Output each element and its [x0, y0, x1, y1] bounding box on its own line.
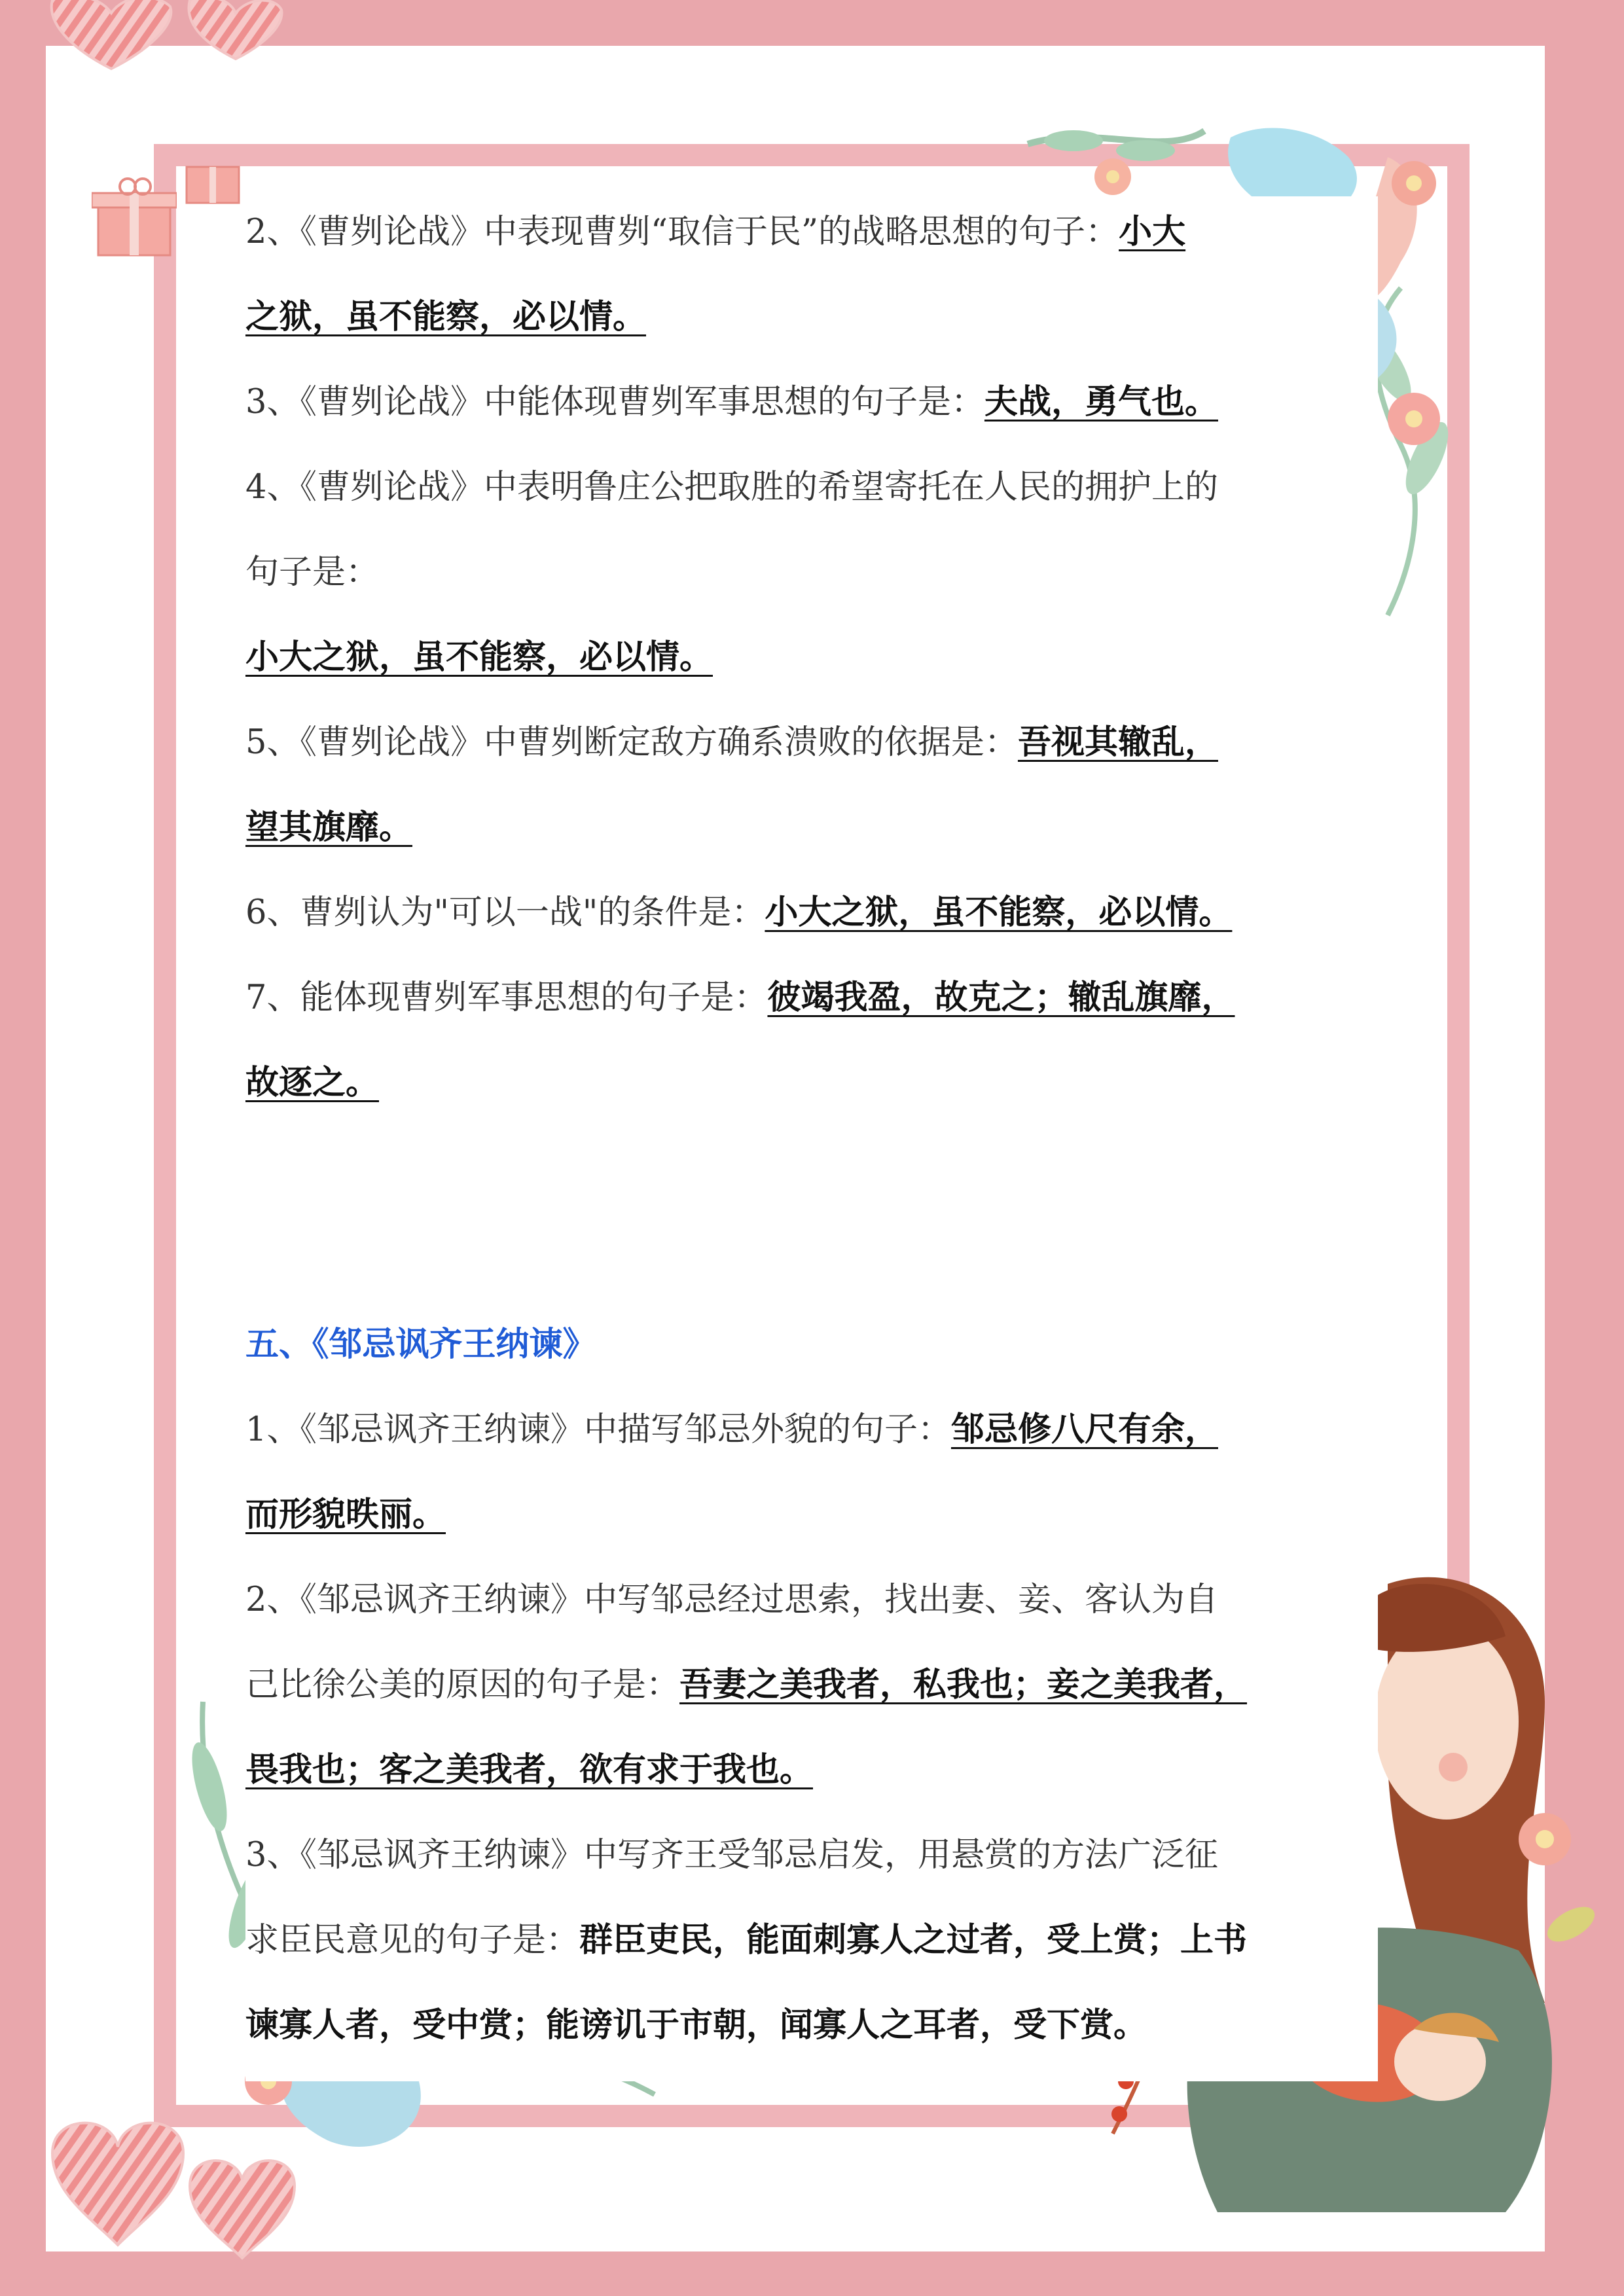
question-text: 4、《曹刿论战》中表明鲁庄公把取胜的希望寄托在人民的拥护上的 — [245, 468, 1218, 507]
answer-text: 邹忌修八尺有余， — [950, 1410, 1218, 1449]
question-text: 3、《曹刿论战》中能体现曹刿军事思想的句子是： — [245, 383, 984, 422]
answer-text: 夫战，勇气也。 — [984, 383, 1218, 422]
caogui-item-6 — [245, 890, 1378, 936]
zouji-item-3-answer — [245, 2003, 1378, 2049]
zouji-item-2-cont — [245, 1662, 1378, 1708]
zouji-item-1 — [245, 1407, 1378, 1453]
question-text: 求臣民意见的句子是： — [245, 1921, 580, 1960]
caogui-item-7 — [245, 975, 1378, 1021]
heart-icon — [39, 2114, 314, 2291]
caogui-item-7-cont — [245, 1060, 1378, 1106]
question-text: 2、《邹忌讽齐王纳谏》中写邹忌经过思索，找出妻、妾、客认为自 — [245, 1581, 1218, 1619]
zouji-item-3 — [245, 1833, 1378, 1878]
answer-text: 而形貌昳丽。 — [245, 1496, 446, 1534]
section-heading — [245, 1322, 1378, 1368]
answer-text: 望其旗靡。 — [245, 808, 413, 847]
caogui-item-4-answer — [245, 635, 1378, 681]
caogui-item-3 — [245, 380, 1378, 425]
answer-text: 故逐之。 — [245, 1064, 380, 1102]
document-content — [245, 196, 1378, 2081]
answer-text: 之狱，虽不能察，必以情。 — [245, 298, 647, 336]
section-title: 五、《邹忌讽齐王纳谏》 — [245, 1325, 596, 1364]
question-text: 2、《曹刿论战》中表现曹刿“取信于民”的战略思想的句子： — [245, 213, 1119, 251]
caogui-item-4 — [245, 465, 1378, 511]
answer-text: 吾妻之美我者，私我也；妾之美我者， — [679, 1666, 1248, 1704]
question-text: 3、《邹忌讽齐王纳谏》中写齐王受邹忌启发，用悬赏的方法广泛征 — [245, 1836, 1218, 1874]
question-text: 7、能体现曹刿军事思想的句子是： — [245, 978, 768, 1017]
caogui-item-2 — [245, 209, 1378, 255]
gift-box-icon — [183, 157, 242, 206]
gift-box-icon — [92, 177, 177, 262]
question-text: 己比徐公美的原因的句子是： — [245, 1666, 680, 1704]
caogui-item-5-cont — [245, 805, 1378, 851]
answer-text: 小大之狱，虽不能察，必以情。 — [765, 893, 1233, 932]
answer-text: 吾视其辙乱， — [1017, 723, 1218, 762]
zouji-item-2 — [245, 1577, 1378, 1623]
answer-text: 群臣吏民，能面刺寡人之过者，受上赏；上书 — [579, 1921, 1248, 1960]
answer-text: 彼竭我盈，故克之；辙乱旗靡， — [767, 978, 1235, 1017]
answer-text: 小大之狱，虽不能察，必以情。 — [245, 638, 713, 677]
caogui-item-4-cont — [245, 550, 1378, 596]
zouji-item-1-cont — [245, 1492, 1378, 1538]
question-text: 5、《曹刿论战》中曹刿断定敌方确系溃败的依据是： — [245, 723, 1018, 762]
zouji-item-2-answer — [245, 1748, 1378, 1793]
answer-text: 谏寡人者，受中赏；能谤讥于市朝，闻寡人之耳者，受下赏。 — [245, 2006, 1147, 2045]
heart-icon — [39, 0, 288, 72]
answer-text: 小大 — [1119, 213, 1186, 251]
question-text: 1、《邹忌讽齐王纳谏》中描写邹忌外貌的句子： — [245, 1410, 951, 1449]
answer-text: 畏我也；客之美我者，欲有求于我也。 — [245, 1751, 814, 1789]
caogui-item-5 — [245, 720, 1378, 766]
question-text: 6、曹刿认为"可以一战"的条件是： — [245, 893, 765, 932]
question-text: 句子是： — [245, 553, 380, 592]
caogui-item-2-cont — [245, 295, 1378, 340]
zouji-item-3-cont — [245, 1918, 1378, 1964]
